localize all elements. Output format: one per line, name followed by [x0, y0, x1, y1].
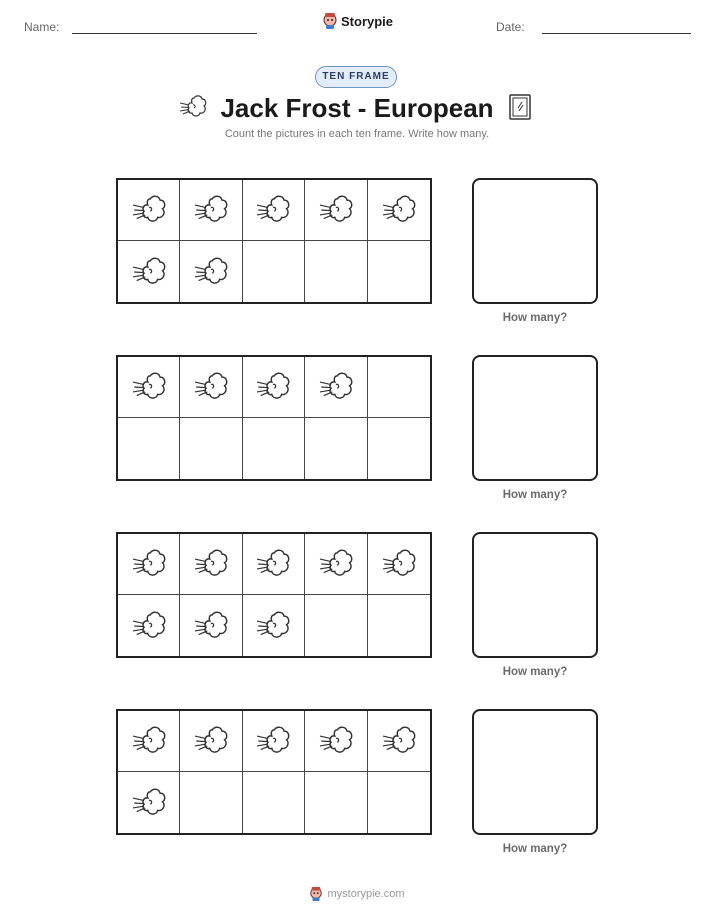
- ten-frame-cell: [305, 772, 367, 833]
- name-line: [72, 33, 257, 34]
- ten-frame-cell: [368, 241, 430, 302]
- answer-box-2[interactable]: [472, 355, 598, 481]
- ten-frame-cell: [243, 180, 305, 241]
- storypie-mascot-icon: [309, 886, 323, 902]
- ten-frame-cell: [368, 595, 430, 656]
- ten-frame-cell: [180, 241, 242, 302]
- ten-frame-cell: [180, 595, 242, 656]
- ten-frame-cell: [243, 357, 305, 418]
- frost-wind-icon: [317, 725, 355, 757]
- frost-wind-icon: [192, 194, 230, 226]
- frost-wind-icon: [254, 371, 292, 403]
- ten-frame-cell: [305, 595, 367, 656]
- frost-wind-icon: [130, 371, 168, 403]
- ten-frame-cell: [180, 357, 242, 418]
- how-many-label-2: How many?: [502, 489, 568, 501]
- ten-frame-cell: [368, 711, 430, 772]
- ten-frame-cell: [180, 180, 242, 241]
- ten-frame-cell: [305, 357, 367, 418]
- ten-frame-cell: [118, 180, 180, 241]
- ten-frame-cell: [243, 534, 305, 595]
- frost-wind-icon: [380, 194, 418, 226]
- brand-name: Storypie: [341, 13, 394, 29]
- frost-wind-icon: [130, 610, 168, 642]
- frost-wind-icon: [130, 787, 168, 819]
- date-label: Date:: [496, 20, 525, 34]
- instructions: Count the pictures in each ten frame. Write how many.: [224, 128, 490, 140]
- ten-frame-cell: [118, 357, 180, 418]
- ten-frame-cell: [305, 534, 367, 595]
- ten-frame-cell: [243, 711, 305, 772]
- frost-wind-icon: [192, 371, 230, 403]
- ten-frame-cell: [243, 772, 305, 833]
- ten-frame-cell: [368, 180, 430, 241]
- frost-wind-icon: [380, 725, 418, 757]
- ten-frame-cell: [118, 711, 180, 772]
- ten-frame-cell: [368, 357, 430, 418]
- frost-wind-icon: [317, 194, 355, 226]
- frost-wind-icon: [254, 725, 292, 757]
- ten-frame-cell: [243, 595, 305, 656]
- frost-wind-icon: [192, 725, 230, 757]
- how-many-label-4: How many?: [502, 843, 568, 855]
- frost-wind-icon: [192, 548, 230, 580]
- frost-wind-icon: [192, 610, 230, 642]
- ten-frame-cell: [180, 534, 242, 595]
- frost-wind-icon: [130, 548, 168, 580]
- frost-wind-icon: [130, 256, 168, 288]
- name-label: Name:: [24, 20, 60, 34]
- date-line: [542, 33, 691, 34]
- storypie-mascot-icon: [322, 12, 338, 30]
- ten-frame-cell: [243, 418, 305, 479]
- ten-frame-cell: [118, 772, 180, 833]
- ten-frame-cell: [118, 418, 180, 479]
- ten-frame-cell: [118, 595, 180, 656]
- brand-logo: [322, 12, 393, 30]
- ten-frame-cell: [305, 711, 367, 772]
- ten-frame-cell: [118, 241, 180, 302]
- ten-frame-cell: [305, 418, 367, 479]
- ten-frame-1: [116, 178, 432, 304]
- footer-url: mystorypie.com: [327, 888, 405, 900]
- frost-wind-icon: [130, 725, 168, 757]
- frost-wind-icon: [317, 548, 355, 580]
- frost-wind-icon: [192, 256, 230, 288]
- frost-wind-icon: [317, 371, 355, 403]
- ten-frame-cell: [180, 418, 242, 479]
- ten-frame-cell: [368, 418, 430, 479]
- ten-frame-cell: [368, 534, 430, 595]
- mirror-icon: [508, 93, 532, 121]
- ten-frame-cell: [305, 241, 367, 302]
- footer: [0, 886, 714, 902]
- answer-box-4[interactable]: [472, 709, 598, 835]
- ten-frame-cell: [180, 772, 242, 833]
- worksheet-type-badge: TEN FRAME: [315, 66, 397, 88]
- frost-wind-icon: [380, 548, 418, 580]
- how-many-label-1: How many?: [502, 312, 568, 324]
- frost-wind-icon: [130, 194, 168, 226]
- ten-frame-cell: [118, 534, 180, 595]
- answer-box-3[interactable]: [472, 532, 598, 658]
- ten-frame-2: [116, 355, 432, 481]
- page-title: Jack Frost - European: [220, 93, 494, 123]
- frost-wind-icon: [254, 610, 292, 642]
- frost-wind-icon: [254, 194, 292, 226]
- ten-frame-3: [116, 532, 432, 658]
- how-many-label-3: How many?: [502, 666, 568, 678]
- ten-frame-cell: [305, 180, 367, 241]
- ten-frame-cell: [243, 241, 305, 302]
- ten-frame-cell: [180, 711, 242, 772]
- ten-frame-cell: [368, 772, 430, 833]
- answer-box-1[interactable]: [472, 178, 598, 304]
- frost-wind-icon: [254, 548, 292, 580]
- ten-frame-4: [116, 709, 432, 835]
